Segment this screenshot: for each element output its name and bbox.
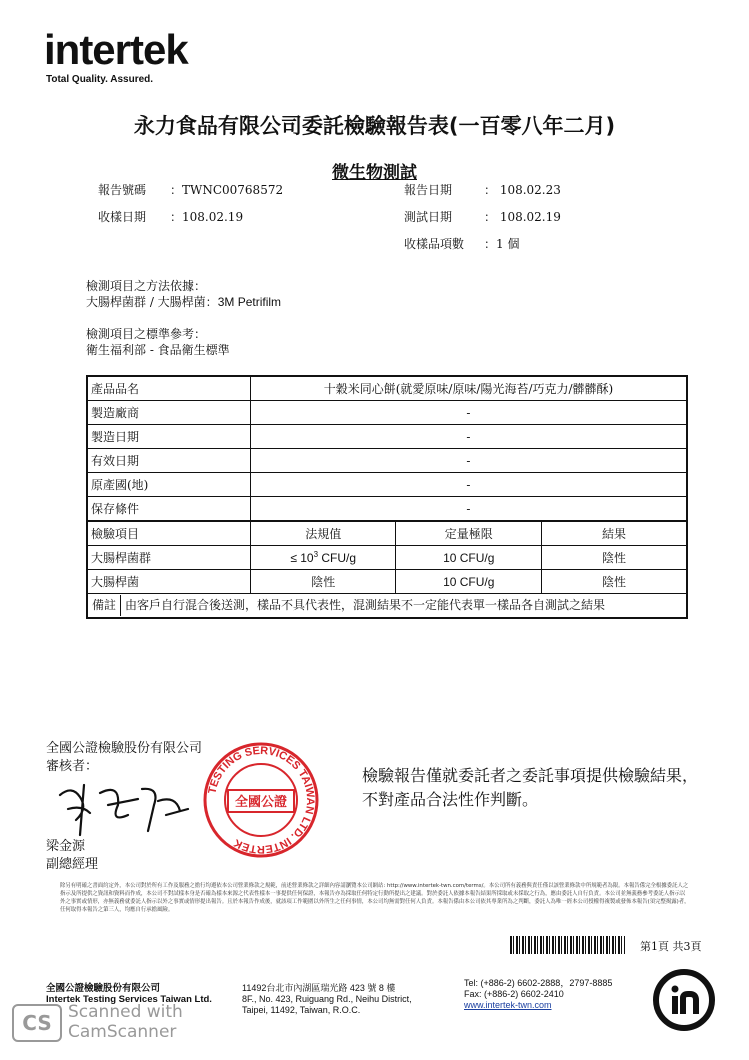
- footer-contact: [464, 978, 612, 1011]
- result-loq: 10 CFU/g: [396, 546, 542, 570]
- footer-fax: Fax: (+886-2) 6602-2410: [464, 989, 564, 999]
- limit-prefix: ≤ 10: [290, 551, 314, 565]
- logo-tagline: Total Quality. Assured.: [46, 74, 154, 85]
- result-value: 陰性: [542, 570, 687, 594]
- camscanner-line2: CamScanner: [68, 1022, 177, 1042]
- company-stamp: [196, 740, 326, 860]
- row-value: -: [250, 425, 687, 449]
- header-loq: 定量極限: [396, 521, 542, 546]
- row-label: 有效日期: [87, 449, 250, 473]
- remark-label: 備註: [88, 595, 121, 616]
- table-row: [87, 546, 687, 570]
- results-header-row: [87, 521, 687, 546]
- table-row: [87, 473, 687, 497]
- footer-addr-en1: 8F., No. 423, Ruiguang Rd., Neihu District,: [242, 994, 412, 1004]
- footer-addr-zh: 11492台北市內湖區瑞光路 423 號 8 樓: [242, 983, 396, 993]
- camscanner-line1: Scanned with: [68, 1002, 183, 1022]
- intertek-symbol-icon: [652, 968, 716, 1032]
- table-row: [87, 376, 687, 401]
- footer-company-en: Intertek Testing Services Taiwan Ltd.: [46, 994, 212, 1005]
- test-date-label: 測試日期: [404, 210, 453, 224]
- reviewer-position: 副總經理: [46, 857, 99, 872]
- result-limit: [250, 546, 396, 570]
- reviewer-block: [46, 838, 98, 874]
- report-date-value: ： 108.02.23: [484, 183, 561, 197]
- table-row: [87, 449, 687, 473]
- result-limit: 陰性: [250, 570, 396, 594]
- row-label: 保存條件: [87, 497, 250, 522]
- standard-section: [86, 326, 230, 358]
- report-subtitle: 微生物測試: [332, 163, 417, 183]
- row-label: 製造日期: [87, 425, 250, 449]
- result-value: 陰性: [542, 546, 687, 570]
- page-number: 第1頁 共3頁: [640, 940, 702, 953]
- standard-value: 衛生福利部 - 食品衛生標準: [86, 343, 230, 357]
- disclaimer-text: 檢驗報告僅就委託者之委託事項提供檢驗結果，不對產品合法性作判斷。: [362, 766, 699, 809]
- method-value: 3M Petrifilm: [217, 295, 282, 309]
- method-label: 檢測項目之方法依據：: [86, 279, 207, 293]
- receive-date-value: ：108.02.19: [170, 210, 244, 224]
- table-row: [87, 570, 687, 594]
- result-item: 大腸桿菌: [87, 570, 250, 594]
- fine-print: 除另有明確之書面約定外，本公司對於所有工作及服務之擔行均遵依本公司營業條款之規範，前述營業條款之詳細內容請瀏覽本公司網站: http://www.intertek-twn.com/terms/。本公司所有義務與責任僅以該營業條款中所規範者為限。本報告係完全根據委託人之指示及所提供之資訊和資料而作成，本公司不對試樣本身是否確為樣本來源之代表性樣本一事提供任何保證，本報告亦為採取任何特定行動所提出之建議。對於委託人依據本報告結果所採取或未採取之行為，應由委託人自行負責。本公司並無義務參考委託人指示以外之事實或情形，亦無義務就委託人指示以外之事實或情形提出報告。且於本報告作成後，就該項工作範圍以外所生之任何事情，本公司均無需對任何人負責。本報告係由本公司依其專業所為之判斷，委託人為唯一經本公司授權得複製或發佈本報告(須完整揭露)者，任何取得本報告之第三人，均應自行承擔風險。: [60, 883, 690, 913]
- signature-org-block: [46, 740, 202, 776]
- row-value: -: [250, 401, 687, 425]
- row-label: 原產國(地): [87, 473, 250, 497]
- report-date-label: 報告日期: [404, 183, 453, 197]
- reviewer-label: 審核者：: [46, 759, 99, 774]
- footer-tel: Tel: (+886-2) 6602-2888，2797-8885: [464, 978, 613, 988]
- intertek-logo: intertek: [44, 26, 188, 73]
- row-label: 產品品名: [87, 376, 250, 401]
- remark-row: [87, 594, 687, 619]
- camscanner-badge: CS: [12, 1004, 62, 1042]
- method-section: [86, 278, 281, 310]
- reviewer-name: 梁金源: [46, 839, 86, 854]
- result-item: 大腸桿菌群: [87, 546, 250, 570]
- footer-company-zh: 全國公證檢驗股份有限公司: [46, 983, 161, 994]
- stamp-ring-text: TESTING SERVICES TAIWAN LTD. INTERTEK: [206, 744, 317, 856]
- method-items: 大腸桿菌群 / 大腸桿菌：: [86, 295, 218, 309]
- header-result: 結果: [542, 521, 687, 546]
- test-date-value: ： 108.02.19: [484, 210, 561, 224]
- report-no-label: 報告號碼: [98, 183, 147, 197]
- signature-org: 全國公證檢驗股份有限公司: [46, 741, 203, 756]
- receive-date-label: 收樣日期: [98, 210, 147, 224]
- footer-address: [242, 983, 412, 1016]
- camscanner-text: [68, 1002, 183, 1042]
- barcode: [510, 936, 625, 954]
- handwritten-signature: [50, 775, 200, 845]
- limit-unit: CFU/g: [318, 551, 357, 565]
- footer-web-link[interactable]: www.intertek-twn.com: [464, 1000, 552, 1010]
- row-value: -: [250, 497, 687, 522]
- remark-cell: [87, 594, 687, 619]
- header-item: 檢驗項目: [87, 521, 250, 546]
- limit-exponent: 3: [313, 550, 319, 559]
- table-row: [87, 497, 687, 522]
- row-value: -: [250, 449, 687, 473]
- product-test-table: [86, 375, 688, 619]
- stamp-center-text: 全國公證: [234, 795, 288, 810]
- sample-count-label: 收樣品項數: [404, 237, 465, 251]
- remark-text: 由客戶自行混合後送測，樣品不具代表性，混測結果不一定能代表單一樣品各自測試之結果: [125, 598, 606, 612]
- standard-label: 檢測項目之標準參考：: [86, 327, 207, 341]
- method-line: [86, 294, 281, 310]
- header-limit: 法規值: [250, 521, 396, 546]
- report-title: 永力食品有限公司委託檢驗報告表(一百零八年二月): [133, 114, 616, 138]
- result-loq: 10 CFU/g: [396, 570, 542, 594]
- row-value: -: [250, 473, 687, 497]
- row-label: 製造廠商: [87, 401, 250, 425]
- table-row: [87, 425, 687, 449]
- row-value: 十穀米同心餅(就愛原味/原味/陽光海苔/巧克力/髒髒酥): [250, 376, 687, 401]
- footer-addr-en2: Taipei, 11492, Taiwan, R.O.C.: [242, 1005, 361, 1015]
- sample-count-value: ：1 個: [484, 237, 520, 251]
- table-row: [87, 401, 687, 425]
- report-no-value: ：TWNC00768572: [170, 183, 284, 197]
